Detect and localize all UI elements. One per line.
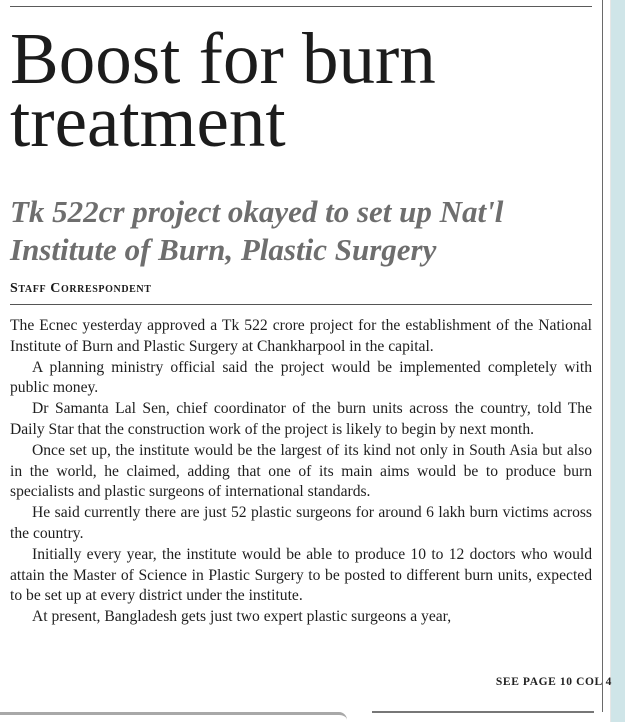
side-strip bbox=[611, 0, 625, 722]
headline: Boost for burn treatment bbox=[10, 18, 436, 162]
continuation-note: SEE PAGE 10 COL 4 bbox=[495, 676, 612, 688]
paragraph: He said currently there are just 52 plastic surgeons for around 6 lakh burn victims across the country. bbox=[10, 504, 592, 542]
paragraph: Once set up, the institute would be the largest of its kind not only in South Asia but also in the world, he claimed, adding that one of its main aims would be to produce burn specialists and plastic surgeons of international standards. bbox=[10, 441, 592, 501]
bottom-edge bbox=[0, 712, 347, 725]
byline-rule bbox=[10, 304, 592, 305]
article-body bbox=[10, 316, 592, 628]
paragraph: Initially every year, the institute would be able to produce 10 to 12 doctors who would attain the Master of Science in Plastic Surgery to be posted to different burn units, expected to be set up at every district under the institute. bbox=[10, 545, 592, 605]
paragraph: Dr Samanta Lal Sen, chief coordinator of the burn units across the country, told The Daily Star that the construction work of the project is likely to begin by next month. bbox=[10, 400, 592, 438]
article bbox=[10, 18, 594, 626]
bottom-rule bbox=[372, 711, 594, 713]
column-rule bbox=[602, 0, 603, 712]
byline: Staff Correspondent bbox=[10, 281, 152, 296]
paragraph: At present, Bangladesh gets just two expert plastic surgeons a year, bbox=[32, 608, 452, 626]
top-rule bbox=[10, 6, 592, 7]
paragraph: A planning ministry official said the project would be implemented completely with public money. bbox=[10, 358, 592, 397]
paragraph: The Ecnec yesterday approved a Tk 522 crore project for the establishment of the National Institute of Burn and Plastic Surgery at Chankharpool in the capital. bbox=[10, 317, 592, 355]
subheadline: Tk 522cr project okayed to set up Nat'l Institute of Burn, Plastic Surgery bbox=[10, 194, 504, 267]
